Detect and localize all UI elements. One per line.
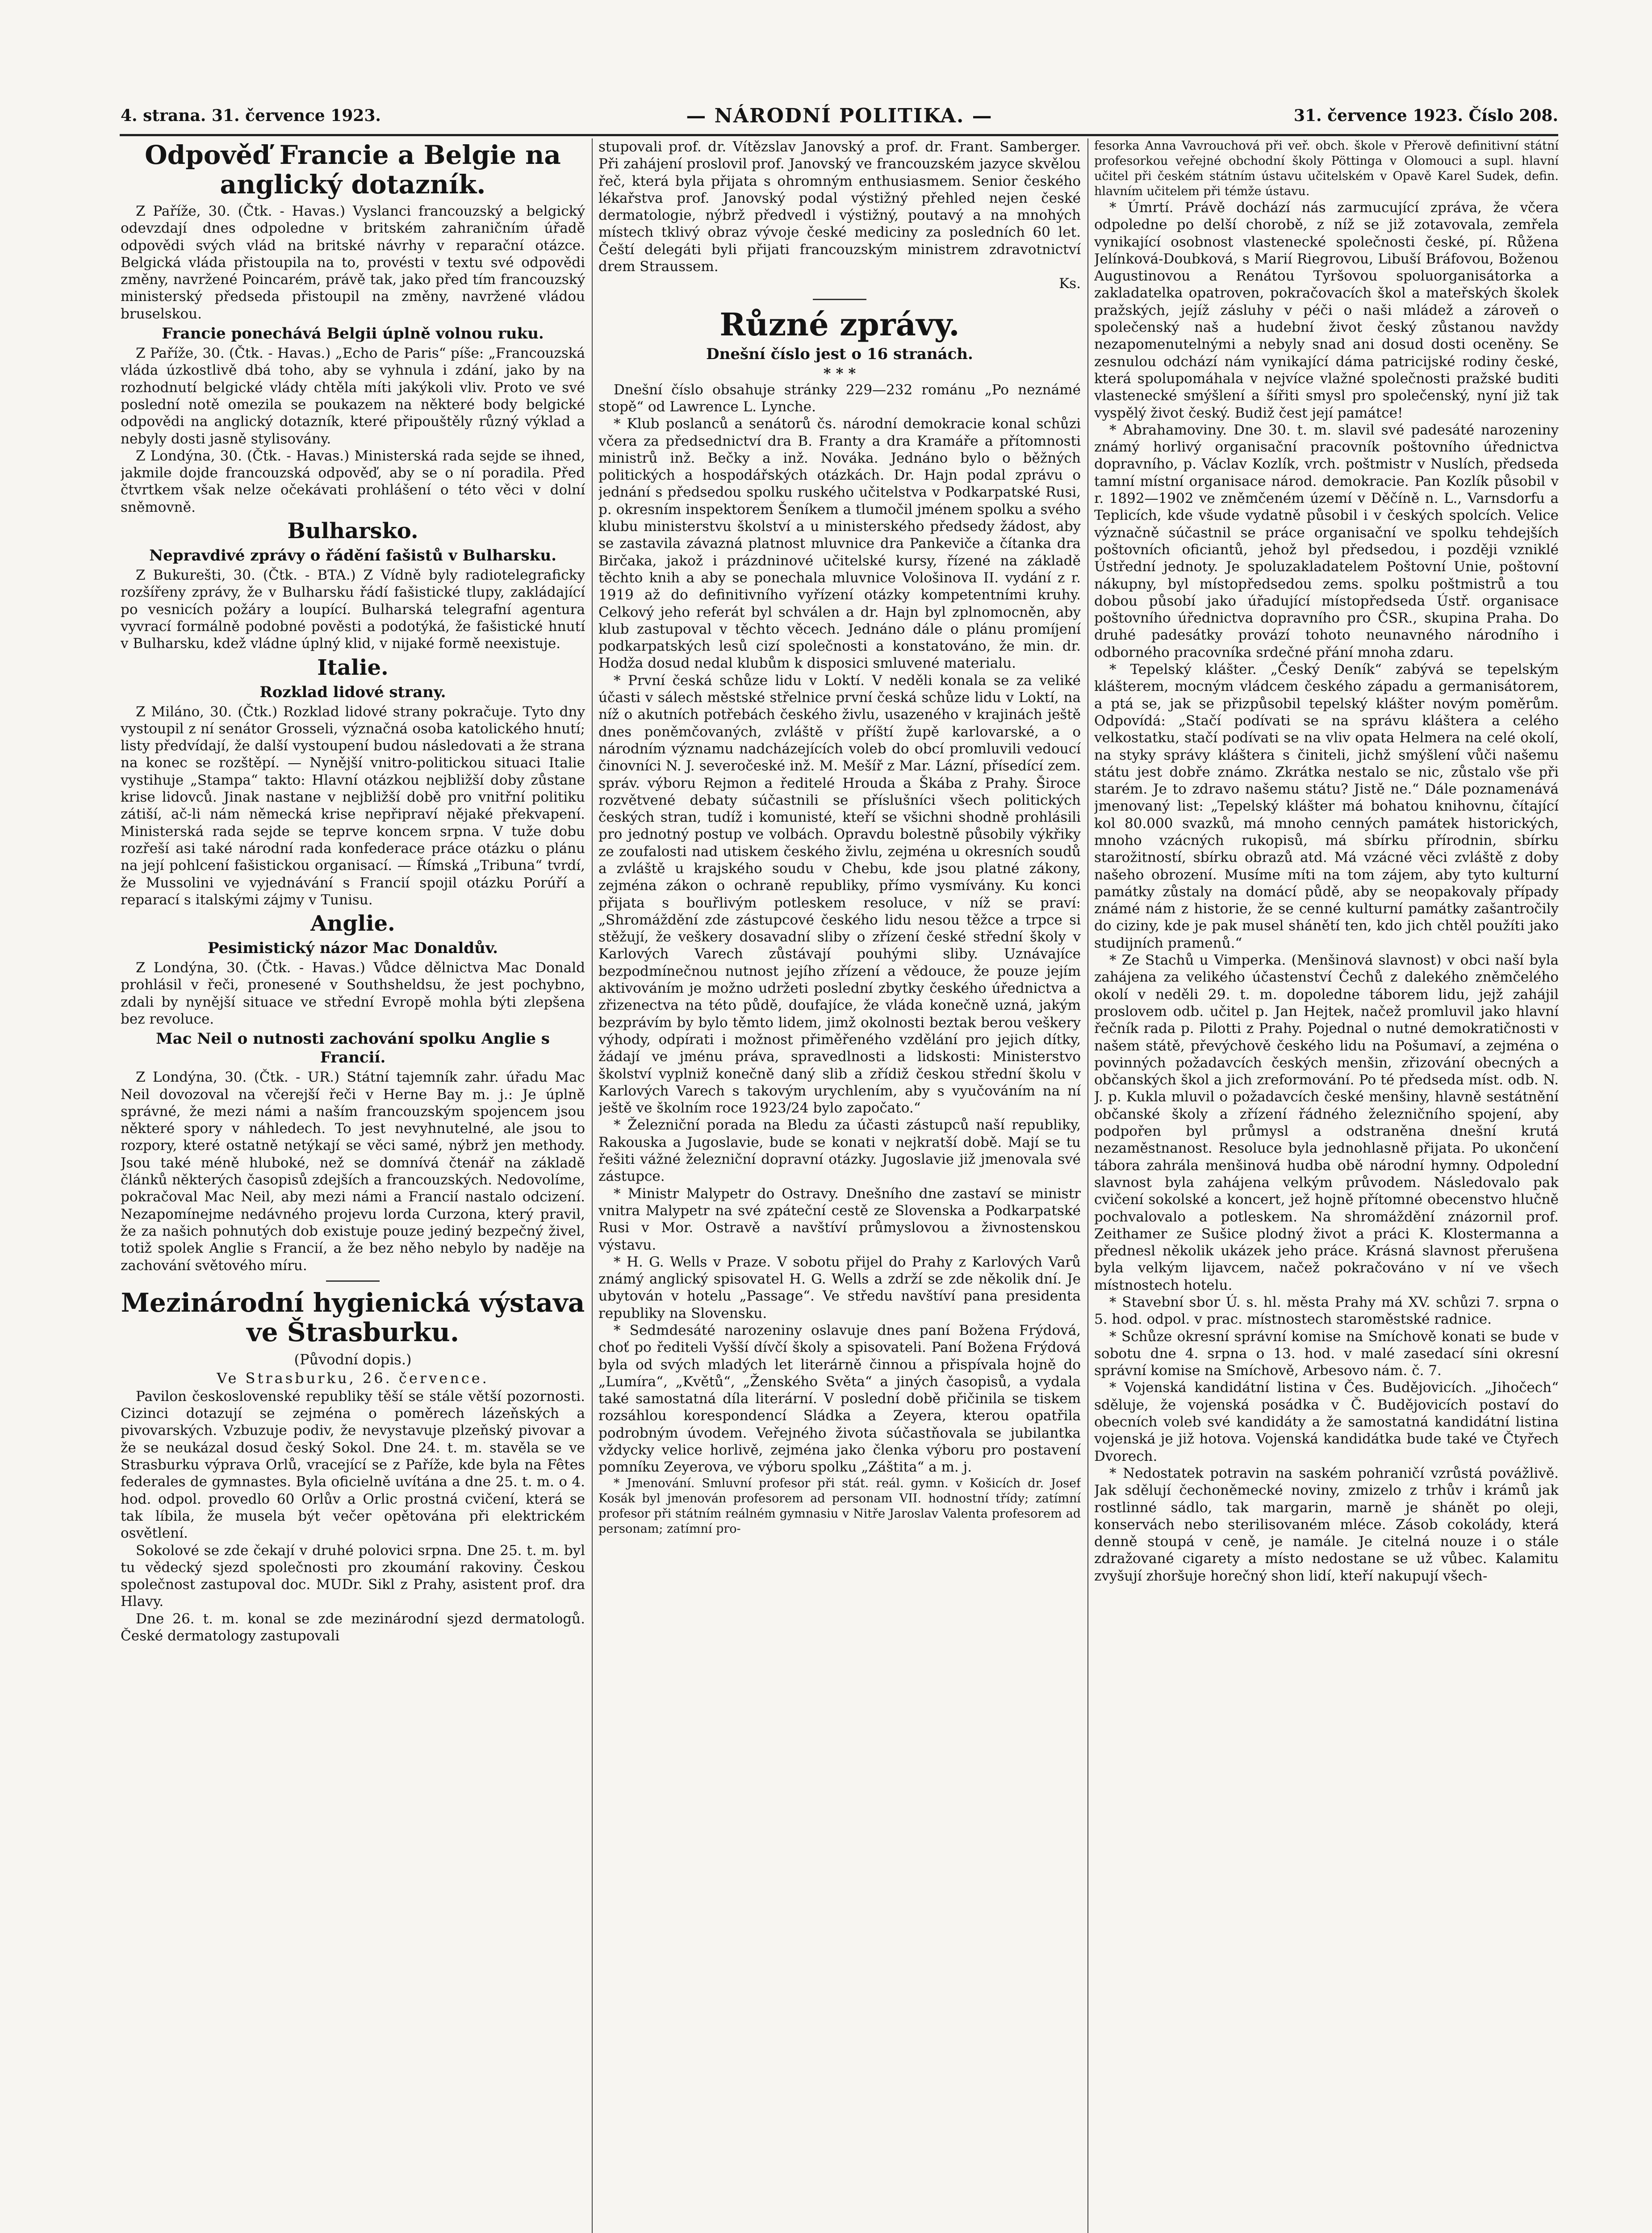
paragraph: Z Londýna, 30. (Čtk. - Havas.) Ministerská rada sejde se ihned, jakmile dojde francouzská odpověď, aby se o ní poradila. Před čtvrtkem však nelze očekávati prohlášení o této věci v dolní sněmovně. (121, 447, 585, 515)
news-item: * Klub poslanců a senátorů čs. národní demokracie konal schůzi včera za předsednictví dra B. Franty a dra Kramáře a přítomnosti ministrů inž. Bečky a inž. Nováka. Jednáno bylo o běžných politických a hospodářských otázkách. Dr. Hajn podal zprávu o jednání s předsedou spolku ruského učitelstva v Podkarpatské Rusi, p. okresním inspektorem Šeníkem a tlumočil jménem spolku a svého klubu ministerstvu školství a u ministerského předsedy žádost, aby se zastavila závazná platnost mluvnice dra Pankeviče a čítanka dra Birčaka, jakož i prázdninové učitelské kursy, řízené na základě těchto knih a aby se ponechala mluvnice Vološinova II. vydání z r. 1919 až do definitivního vyřízení otázky kompetentními kruhy. Celkový jeho referát byl schválen a dr. Hajn byl zplnomocněn, aby klub zastupoval v těchto věcech. Jednáno dále o plánu promíjení podkarpatských lesů cizí společnosti a konstatováno, že min. dr. Hodža dosud nedal klubům k disposici smluvené materialu. (598, 416, 1081, 672)
news-item: * Stavební sbor Ú. s. hl. města Prahy má XV. schůzi 7. srpna o 5. hod. odpol. v prac. místnostech staroměstské radnice. (1094, 1294, 1559, 1328)
news-item: * Železniční porada na Bledu za účasti zástupců naší republiky, Rakouska a Jugoslavie, bude se konati v nejkratší době. Mají se tu řešiti vážné železniční dopravní otázky. Jugoslavie již jmenovala své zástupce. (598, 1117, 1081, 1185)
news-item: * Abrahamoviny. Dne 30. t. m. slavil své padesáté narozeniny známý horlivý organisační pracovník poštovního úřednictva dopravního, p. Václav Kozlík, vrch. poštmistr v Nuslích, předseda tamní místní organisace národ. demokracie. Pan Kozlík působil v r. 1892—1902 ve zněmčeném území v Děčíně n. L., Varnsdorfu a Teplicích, kde všude vydatně působil i v českých spolcích. Velice význačně súčastnil se práce organisační ve spolku tehdejších poštovních oficiantů, jehož byl předsedou, i později vzniklé Ústřední jednoty. Je spoluzakladatelem Poštovní Unie, poštovní nákupny, byl místopředsedou zems. spolku poštmistrů a tou dobou působí jako úřadující místopředseda Ústř. organisace poštovního úřednictva dopravního pro ČSR., skupina Praha. Do druhé padesátky provází tohoto neunavného národního i odborného pracovníka srdečné přání mnoha zdaru. (1094, 422, 1559, 661)
paragraph: Z Paříže, 30. (Čtk. - Havas.) Vyslanci francouzský a belgický odevzdají dnes odpoledne v britském zahraničním úřadě odpovědi svých vlád na britské návrhy v reparační otázce. Belgická vláda přistoupila na to, provésti v textu své odpovědi změny, navržené Poincarém, právě tak, jako před tím francouzský ministerský předseda přistoupil na změny, navržené vládou bruselskou. (121, 203, 585, 322)
article-title-hygiene-exhibition: Mezinárodní hygienická výstava ve Štrasburku. (121, 1287, 585, 1347)
paragraph: Z Londýna, 30. (Čtk. - Havas.) Vůdce dělnictva Mac Donald prohlásil v řeči, pronesené v Southsheldsu, že jest pochybno, zdali by nynější situace ve střední Evropě mohla býti zlepšena bez revoluce. (121, 960, 585, 1027)
header-right: 31. července 1923. Číslo 208. (1293, 106, 1558, 125)
article-title-reparations: Odpověď Francie a Belgie na anglický dotazník. (145, 140, 561, 200)
subheading: Pesimistický názor Mac Donaldův. (207, 939, 498, 958)
paragraph: Z Londýna, 30. (Čtk. - UR.) Státní tajemník zahr. úřadu Mac Neil dovozoval na včerejší řeči v Herne Bay m. j.: Je úplně správné, že mezi námi a naším francouzským spojencem jsou některé spory v náhledech. To jest nevyhnutelné, ale jsou to rozpory, které ostatně netýkají se věci samé, nýbrž jen methody. Jsou také méně hluboké, než se domnívá čtenář na základě článků některých časopisů zdejších a francouzských. Nedovolíme, pokračoval Mac Neil, aby mezi námi a Francií nastalo odcizení. Nezapomínejme nedávného projevu lorda Curzona, který pravil, že za našich pohnutých dob existuje pouze jediný bezpečný živel, totiž spolek Anglie s Francií, a že bez něho nebylo by naděje na zachování světového míru. (121, 1069, 585, 1274)
signature: Ks. (1059, 276, 1081, 292)
dateline: Ve Strasburku, 26. července. (217, 1369, 489, 1387)
news-item: * Nedostatek potravin na saském pohraničí vzrůstá povážlivě. Jak sdělují čechoněmecké noviny, zmizelo z trhův i krámů jak rostlinné sádlo, tak margarin, marně je shánět po oleji, konservách nebo sterilisovaném mléce. Zásob cokolády, která denně stoupá v ceně, je namále. Je citelná nouze i o stále zdražované cigarety a místo nedostane se už vůbec. Kalamitu zvyšují zhoršuje horečný shon lidí, kteří nakupují všech- (1094, 1465, 1559, 1584)
news-item: * Schůze okresní správní komise na Smíchově konati se bude v sobotu dne 4. srpna o 13. hod. v malé zasedací síni okresní správní komise na Smíchově, Arbesovo nám. č. 7. (1094, 1328, 1559, 1379)
subheading: Rozklad lidové strany. (259, 683, 446, 701)
news-item: * H. G. Wells v Praze. V sobotu přijel do Prahy z Karlových Varů známý anglický spisovatel H. G. Wells a zdrží se zde několik dní. Je ubytován v hotelu „Passage“. Ve středu navštíví pana presidenta republiky na Slovensku. (598, 1254, 1081, 1321)
asterisks: * * * (823, 364, 856, 382)
column-1 (121, 138, 585, 2233)
news-item: * Tepelský klášter. „Český Deník“ zabývá se tepelským klášterem, mocným vládcem českého západu a germanisátorem, a ptá se, jak se přizpůsobil tepelský klášter novým poměrům. Odpovídá: „Stačí podívati se na správu kláštera a celého velkostatku, stačí podívati se na vliv opata Helmera na celé okolí, na styky správy kláštera s činiteli, jichž smýšlení vůči našemu státu jest dobře známo. Zkrátka nestalo se nic, zůstalo vše při starém. Je to zdravo našemu státu? Jistě ne.“ Dále poznamenává jmenovaný list: „Tepelský klášter má bohatou knihovnu, čítající kol 80.000 svazků, má mnoho cenných památek historických, mnoho vzácných rukopisů, má sbírku přírodnin, sbírku starožitností, sbírku obrazů atd. Má vzácné věci zvláště z doby našeho obrození. Musíme míti na tom zájem, aby tyto kulturní památky zůstaly na domácí půdě, aby se neopakovaly případy známé nám z historie, že se cenné kulturní památky zašantročily do ciziny, kde je pak musel shánětí ten, kdo jich chtěl použíti jako studijních pramenů.“ (1094, 661, 1559, 951)
news-item: * Úmrtí. Právě dochází nás zarmucující zpráva, že včera odpoledne po delší chorobě, z níž se již zotavovala, zemřela vynikající osobnost vlastenecké společnosti české, pí. Růžena Jelínková-Doubková, s Marií Riegrovou, Libuší Bráfovou, Boženou Augustinovou a Renátou Tyršovou spoluorganisátorka a zakladatelka opatroven, pokračovacích škol a mateřských školek pražských, jejíž zásluhy v péči o naši mládež a zároveň o společenský naš a hudební život český zůstanou navždy nezapomenutelnými a nebyly snad ani dosud dosti oceněny. Se zesnulou odchází nám vynikající dáma patricijské rodiny české, která spolupomáhala v nejvíce vlažné společnosti pražské buditi vlastenecké smýšlení a šířiti smysl pro společenský, nyní již tak vyspělý život český. Budiž čest její památce! (1094, 200, 1559, 421)
paragraph: fesorka Anna Vavrouchová při veř. obch. škole v Přerově definitivní státní profesorkou veřejné obchodní školy Pöttinga v Olomouci a supl. hlavní učitel při českém státním ústavu učitelském v Opavě Karel Sudek, defin. hlavním učitelem při témže ústavu. (1094, 139, 1559, 198)
section-title-news: Různé zprávy. (719, 305, 960, 343)
paragraph: Dnešní číslo obsahuje stránky 229—232 románu „Po neznámé stopě“ od Lawrence L. Lynche. (598, 381, 1081, 415)
subheading: Francie ponechává Belgii úplně volnou ruku. (162, 325, 544, 343)
news-item: * Jmenování. Smluvní profesor při stát. reál. gymn. v Košicích dr. Josef Kosák byl jmenován profesorem ad personam VII. hodnostní třídy; zatímní profesor při státním reálném gymnasiu v Nitře Jaroslav Valenta profesorem ad personam; zatímní pro- (598, 1476, 1081, 1536)
news-item: * První česká schůze lidu v Loktí. V neděli konala se za veliké účasti v sálech městské střelnice první česká schůze lidu v Loktí, na níž o akutních potřebách českého živlu, usazeného v krajinách ještě dnes poněmčovaných, zvláště v příští župě karlovarské, a o národním významu nadcházejících voleb do obcí promluvili vedoucí činovníci N. J. severočeské inž. M. Mešíř z Mar. Lázní, přísedící zem. správ. výboru Rejmon a ředitelé Hrouda a Škába z Prahy. Široce rozvětvené debaty súčastnili se příslušníci všech politických českých stran, tudíž i komunisté, kteří se všichni shodně prohlásili pro jednotný postup ve volbách. Opravdu bolestně působily výkřiky ze zoufalosti nad utiskem českého živlu, zejména u okresních soudů a zvláště u krajského soudu v Chebu, kde jsou platné zákony, zejména zákon o ochraně republiky, přímo vysmívány. Ku konci přijata s bouřlivým potleskem resoluce, v níž se praví: „Shromáždění zde zástupcové českého lidu nesou těžce a trpce si stěžují, že veškery dosavadní sliby o zřízení české střední školy v Karlových Varech zůstávají pouhými sliby. Uznávajíce bezpodmínečnou nutnost jejího zřízení a vědouce, že pouze jejím aktivováním je možno udržeti poslední zbytky českého úřednictva a zřizenectva na této půdě, doufajíce, že vláda konečně uzná, jakým bezprávím by bylo těmto lidem, jimž okolnosti beztak berou veškery výhody, odpírati i možnost přiměřeného vzdělání pro jejich dítky, žádají ve jménu práva, spravedlnosti a lidskosti: Ministerstvo školství vyplniž konečně daný slib a zřídiž českou střední školu v Karlových Varech s takovým urychlením, aby s vyučováním na ní ještě ve školním roce 1923/24 bylo započato.“ (598, 672, 1081, 1116)
header-rule (120, 134, 1558, 136)
column-divider-1 (592, 138, 593, 2233)
subheading: Mac Neil o nutnosti zachování spolku Anglie s Francií. (156, 1030, 550, 1067)
subheading: Dnešní číslo jest o 16 stranách. (706, 345, 973, 363)
news-item: * Vojenská kandidátní listina v Čes. Budějovicích. „Jihočech“ sděluje, že vojenská posádka v Č. Budějovicích postaví do obecních voleb své kandidáty a že samostatná kandidátní listina vojenská je již hotova. Vojenská kandidátka bude také ve Čtyřech Dvorech. (1094, 1380, 1559, 1464)
paragraph: Pavilon československé republiky těší se stále větší pozornosti. Cizinci dotazují se zejména o poměrech lázeňských a pivovarských. Vzbuzuje podiv, že nevystavuje plzeňský pivovar a že se neukázal dosud český Sokol. Dne 24. t. m. stavěla se ve Strasburku výprava Orlů, vracející se z Paříže, kde byla na Fêtes federales de gymnastes. Byla oficielně uvítána a dne 25. t. m. o 4. hod. odpol. provedlo 60 Orlův a Orlic prostná cvičení, která se tak líbila, že musela být večer opětována při elektrickém osvětlení. (121, 1388, 585, 1542)
news-item: * Ministr Malypetr do Ostravy. Dnešního dne zastaví se ministr vnitra Malypetr na své zpáteční cestě ze Slovenska a Podkarpatské Rusi v Mor. Ostravě a navštíví průmyslovou a živnostenskou výstavu. (598, 1185, 1081, 1253)
section-title-england: Anglie. (310, 911, 395, 937)
column-3 (1094, 138, 1559, 2233)
paragraph: Dne 26. t. m. konal se zde mezinárodní sjezd dermatologů. České dermatology zastupovali (121, 1610, 585, 1644)
paragraph: Sokolové se zde čekají v druhé polovici srpna. Dne 25. t. m. byl tu vědecký sjezd společnosti pro zkoumání rakoviny. Českou společnost zastupoval doc. MUDr. Sikl z Prahy, asistent prof. dra Hlavy. (121, 1542, 585, 1610)
masthead: — NÁRODNÍ POLITIKA. — (686, 105, 993, 127)
section-title-italy: Italie. (317, 655, 389, 680)
subheading: Nepravdivé zprávy o řádění fašistů v Bulharsku. (149, 547, 556, 565)
paragraph: stupovali prof. dr. Vítězslav Janovský a prof. dr. Frant. Samberger. Při zahájení proslovil prof. Janovský ve francouzském jazyce skvělou řeč, která byla přijata s ohromným enthusiasmem. Senior českého lékařstva prof. Janovský podal výstižný přehled nejen české dermatologie, nýbrž předvedl i výstižný, poutavý a na mnohých místech tklivý obraz vývoje české mediciny za posledních 60 let. Čeští delegáti byli přijati francouzským ministrem zdravotnictví drem Straussem. (598, 139, 1081, 275)
paragraph: Z Bukurešti, 30. (Čtk. - BTA.) Z Vídně byly radiotelegraficky rozšířeny zprávy, že v Bulharsku řádí fašistické tlupy, zakládající po vesnicích požáry a loupící. Bulharská telegrafní agentura vyvrací formálně podobné pověsti a podotýká, že fašistické hnutí v Bulharsku, kdež vládne úplný klid, v nijaké formě neexistuje. (121, 567, 585, 652)
paragraph: Z Miláno, 30. (Čtk.) Rozklad lidové strany pokračuje. Tyto dny vystoupil z ní senátor Grosseli, význačná osoba katolického hnutí; listy předvídají, že další vystoupení budou následovati a že strana na konec se rozštěpí. — Nynější vnitro-politickou situaci Italie vystihuje „Stampa“ takto: Hlavní otázkou nejbližší doby zůstane krise lidovců. Jinak nastane v nejbližší době pro vnitřní politiku zátiší, ač-li nám německá krise nepřipraví nějaké překvapení. Ministerská rada sejde se teprve koncem srpna. V tuže dobu rozřeší asi také národní rada konfederace práce otázku o plánu na její pohlcení fašistickou organisací. — Římská „Tribuna“ tvrdí, že Mussolini ve vyjednávání s Francií spojil otázku Porúří a reparací s italskými zájmy v Tunisu. (121, 703, 585, 908)
page-header (121, 106, 1558, 133)
column-2 (598, 138, 1081, 2233)
news-item: * Sedmdesáté narozeniny oslavuje dnes paní Božena Frýdová, choť po řediteli Vyšší dívčí školy a spisovateli. Paní Božena Frýdová byla od svých mladých let literárně činnou a přispívala hojně do „Lumíra“, „Květů“, „Ženského Světa“ a jiných časopisů, a vydala také samostatná díla literární. V poslední době přičinila se tiskem rozsáhlou korespondencí Sládka a Zeyera, kterou opatřila podrobným úvodem. Veřejného života súčastňovala se jubilantka vždycky velice horlivě, zejména jako členka výboru pro postavení pomníku Zeyerova, ve výboru spolku „Záštita“ a m. j. (598, 1322, 1081, 1476)
separator (813, 299, 866, 300)
header-left: 4. strana. 31. července 1923. (121, 106, 381, 125)
section-title-bulgaria: Bulharsko. (287, 519, 418, 544)
news-item: * Ze Stachů u Vimperka. (Menšinová slavnost) v obci naší byla zahájena za velikého účastenství Čechů z dalekého zněmčelého okolí v neděli 29. t. m. dopoledne táborem lidu, jejž zahájil proslovem odb. učitel p. Jan Hejtek, načež promluvil jako hlavní řečník rada p. Pilotti z Prahy. Pojednal o nutné demokratičnosti v našem státě, převýchově českého lidu na Pošumaví, a zejména o povinných požadavcích českých menšin, zřizování obecných a občanských škol a jich zreformování. Po té předseda míst. odb. N. J. p. Kukla mluvil o požadavcích české menšiny, hlavně sestátnění občanské školy a zřízení řádného železničního spojení, aby podpořen byl průmysl a odstraněna dnešní krutá nezaměstnanost. Resoluce byla jednohlasně přijata. Po ukončení tábora zahrála menšinová hudba obě národní hymny. Odpolední slavnost byla zahájena velkým průvodem. Následovalo pak cvičení sokolské a koncert, jež hojně přítomné obecenstvo hlučně pochvalovalo a potleskem. Na shromáždění znázornil prof. Zeithamer ze Sušice plodný život a práci K. Klostermanna a přednesl několik ukázek jeho práce. Krásná slavnost přerušena byla velkým lijavcem, načež pokračováno v ní ve všech místnostech hotelu. (1094, 952, 1559, 1293)
separator (326, 1280, 380, 1282)
dispatch-note: (Původní dopis.) (294, 1351, 412, 1368)
column-divider-2 (1087, 138, 1088, 2233)
paragraph: Z Paříže, 30. (Čtk. - Havas.) „Echo de Paris“ píše: „Francouzská vláda úzkostlivě dbá toho, aby se vyhnula i zdání, jako by na rozhodnutí belgické vlády chtěla míti jakýkoli vliv. Proto ve své poslední notě omezila se poukazem na některé body belgické odpovědi na anglický dotazník, které připouštěly různý výklad a nebyly dosti jasně stylisovány. (121, 345, 585, 447)
